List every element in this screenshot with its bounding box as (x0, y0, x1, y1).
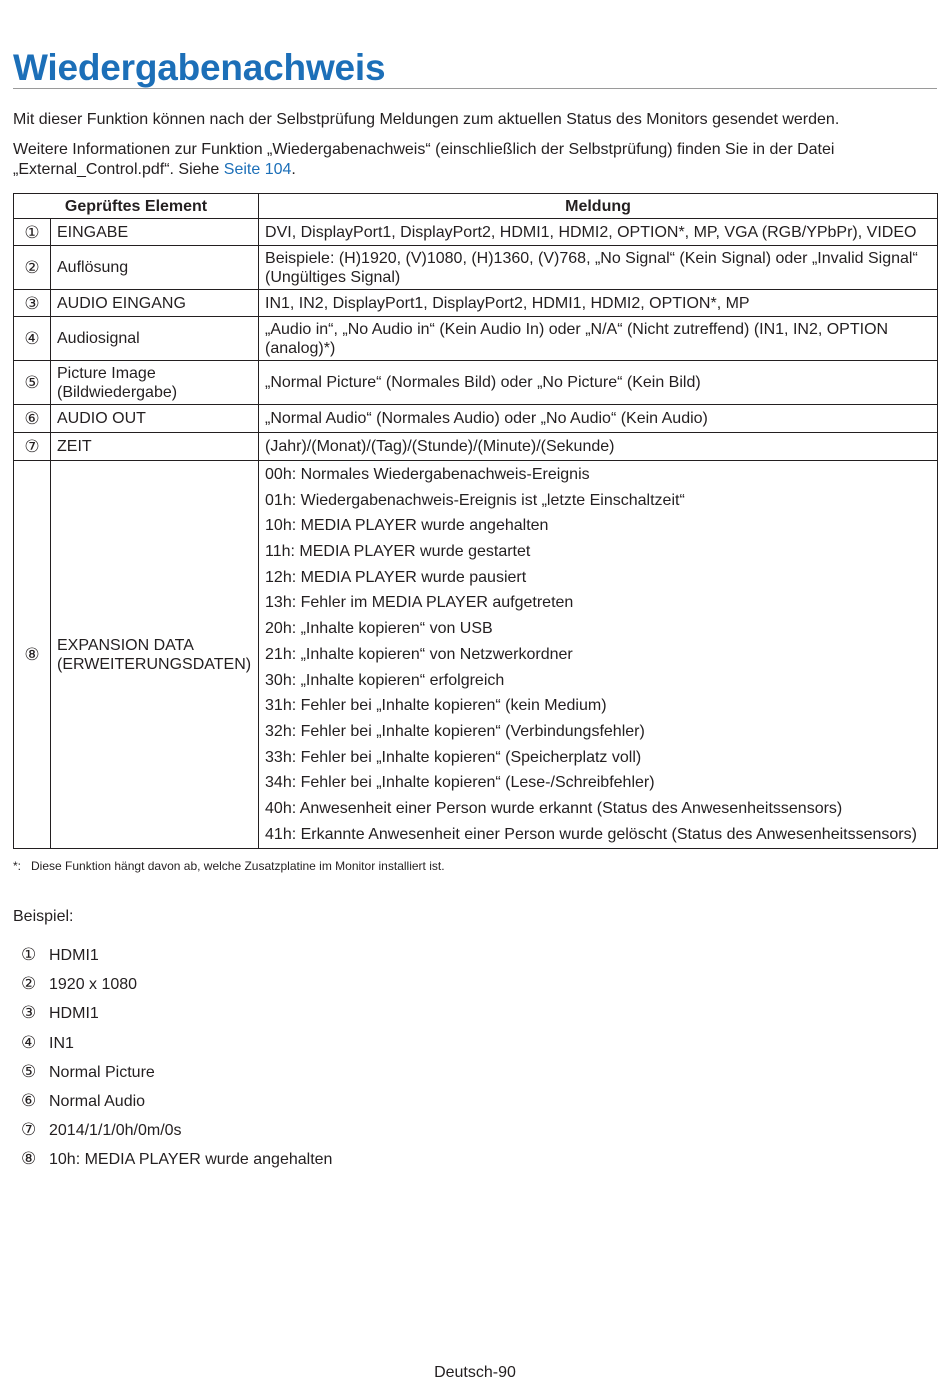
example-number: ⑦ (21, 1120, 37, 1140)
row-element: AUDIO EINGANG (51, 290, 259, 317)
footnote (13, 859, 445, 874)
table-row (14, 433, 938, 461)
row-number: ③ (14, 290, 51, 317)
example-text: HDMI1 (49, 1005, 99, 1023)
example-text: IN1 (49, 1034, 74, 1052)
header-message: Meldung (259, 194, 938, 219)
list-item: 31h: Fehler bei „Inhalte kopieren“ (kein Medium) (265, 697, 607, 715)
example-number: ⑥ (21, 1090, 37, 1110)
status-table (13, 193, 938, 849)
list-item: 34h: Fehler bei „Inhalte kopieren“ (Lese-/Schreibfehler) (265, 774, 655, 792)
list-item: 12h: MEDIA PLAYER wurde pausiert (265, 568, 527, 586)
list-item (21, 974, 332, 1003)
row-number: ⑧ (14, 461, 51, 849)
row-number: ④ (14, 317, 51, 361)
list-item: 13h: Fehler im MEDIA PLAYER aufgetreten (265, 594, 574, 612)
title-divider (13, 88, 937, 89)
row-element: Picture Image (Bildwiedergabe) (51, 361, 259, 405)
list-item (21, 1062, 332, 1091)
info-paragraph (13, 140, 937, 180)
example-number: ③ (21, 1003, 37, 1023)
example-label: Beispiel: (13, 908, 74, 925)
list-item: 40h: Anwesenheit einer Person wurde erkannt (Status des Anwesenheitssensors) (265, 799, 843, 817)
row-element: Auflösung (51, 246, 259, 290)
row-message: (Jahr)/(Monat)/(Tag)/(Stunde)/(Minute)/(Sekunde) (259, 433, 938, 461)
footnote-mark: *: (13, 859, 22, 873)
row-message: „Normal Audio“ (Normales Audio) oder „No Audio“ (Kein Audio) (259, 405, 938, 433)
table-row (14, 290, 938, 317)
list-item: 30h: „Inhalte kopieren“ erfolgreich (265, 671, 505, 689)
row-element: AUDIO OUT (51, 405, 259, 433)
row-message: IN1, IN2, DisplayPort1, DisplayPort2, HDMI1, HDMI2, OPTION*, MP (259, 290, 938, 317)
list-item: 21h: „Inhalte kopieren“ von Netzwerkordner (265, 645, 573, 663)
info-end: . (291, 161, 296, 178)
row-number: ⑥ (14, 405, 51, 433)
row-element: EINGABE (51, 219, 259, 246)
example-text: 1920 x 1080 (49, 976, 138, 994)
info-text: Weitere Informationen zur Funktion „Wiedergabenachweis“ (einschließlich der Selbstprüfung) finden Sie in der Datei „External_Control.pdf“. Siehe (13, 141, 835, 178)
row-number: ⑦ (14, 433, 51, 461)
example-number: ② (21, 974, 37, 994)
list-item (21, 945, 332, 974)
row-number: ② (14, 246, 51, 290)
page-title: Wiedergabenachweis (13, 47, 386, 88)
list-item: 20h: „Inhalte kopieren“ von USB (265, 620, 493, 638)
example-list (21, 945, 332, 1179)
row-element: EXPANSION DATA (ERWEITERUNGSDATEN) (51, 461, 259, 849)
example-text: Normal Picture (49, 1063, 155, 1081)
table-row (14, 219, 938, 246)
list-item (21, 1149, 332, 1178)
list-item: 10h: MEDIA PLAYER wurde angehalten (265, 517, 549, 535)
list-item (21, 1033, 332, 1062)
row-number: ⑤ (14, 361, 51, 405)
header-element: Geprüftes Element (14, 194, 259, 219)
list-item: 00h: Normales Wiedergabenachweis-Ereignis (265, 466, 590, 483)
intro-paragraph: Mit dieser Funktion können nach der Selbstprüfung Meldungen zum aktuellen Status des Monitors gesendet werden. (13, 111, 840, 128)
example-text: Normal Audio (49, 1092, 146, 1110)
example-number: ① (21, 945, 37, 964)
example-text: 10h: MEDIA PLAYER wurde angehalten (49, 1151, 333, 1169)
list-item: 01h: Wiedergabenachweis-Ereignis ist „letzte Einschaltzeit“ (265, 491, 685, 509)
table-row (14, 361, 938, 405)
table-row (14, 246, 938, 290)
row-message: Beispiele: (H)1920, (V)1080, (H)1360, (V)768, „No Signal“ (Kein Signal) oder „Invalid Signal“ (Ungültiges Signal) (259, 246, 938, 290)
row-number: ① (14, 219, 51, 246)
list-item: 11h: MEDIA PLAYER wurde gestartet (265, 543, 531, 561)
example-number: ⑧ (21, 1149, 37, 1169)
row-message: DVI, DisplayPort1, DisplayPort2, HDMI1, HDMI2, OPTION*, MP, VGA (RGB/YPbPr), VIDEO (259, 219, 938, 246)
table-row (14, 317, 938, 361)
list-item (21, 1003, 332, 1032)
list-item: 32h: Fehler bei „Inhalte kopieren“ (Verbindungsfehler) (265, 722, 645, 740)
example-number: ⑤ (21, 1061, 37, 1081)
example-text: 2014/1/1/0h/0m/0s (49, 1122, 182, 1140)
list-item (21, 1120, 332, 1149)
example-number: ④ (21, 1032, 37, 1052)
page-link[interactable]: Seite 104 (223, 161, 292, 178)
footnote-text: Diese Funktion hängt davon ab, welche Zusatzplatine im Monitor installiert ist. (31, 859, 445, 873)
row-element: ZEIT (51, 433, 259, 461)
table-row (14, 405, 938, 433)
list-item: 33h: Fehler bei „Inhalte kopieren“ (Speicherplatz voll) (265, 748, 642, 766)
row-message: „Audio in“, „No Audio in“ (Kein Audio In) oder „N/A“ (Nicht zutreffend) (IN1, IN2, OPTION (analog)*) (259, 317, 938, 361)
list-item: 41h: Erkannte Anwesenheit einer Person wurde gelöscht (Status des Anwesenheitssensors) (265, 825, 917, 843)
expansion-message-list (259, 461, 938, 849)
table-row-expansion (14, 461, 938, 849)
list-item (21, 1091, 332, 1120)
page-number: Deutsch-90 (434, 1364, 516, 1381)
example-text: HDMI1 (49, 947, 99, 964)
row-message: „Normal Picture“ (Normales Bild) oder „No Picture“ (Kein Bild) (259, 361, 938, 405)
row-element: Audiosignal (51, 317, 259, 361)
